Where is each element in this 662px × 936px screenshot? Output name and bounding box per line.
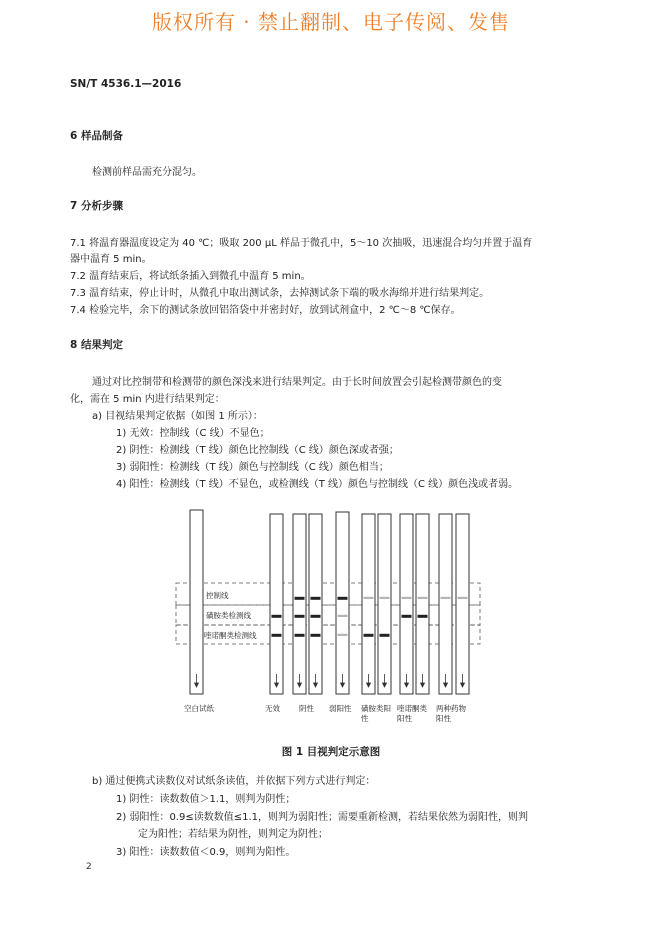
figure-1-strip-diagram (168, 502, 488, 736)
step-7-3: 7.3 温育结束，停止计时，从微孔中取出测试条，去掉测试条下端的吸水海绵并进行结果判定。 (70, 288, 490, 299)
strip-band-both-positive-a-0 (441, 597, 451, 599)
test-strip-weak-positive (336, 512, 349, 694)
test-strip-negative-b (309, 514, 322, 694)
strip-band-negative-b-2 (311, 634, 321, 637)
strip-band-quinolone-positive-a-0 (402, 597, 412, 599)
strip-band-quinolone-positive-b-0 (418, 597, 428, 599)
both-positive-label-line-2: 阳性 (436, 714, 451, 723)
test-strip-both-positive-a (439, 514, 452, 694)
item-b-1: 1) 阴性：读数数值＞1.1，则判为阴性； (116, 794, 296, 805)
item-a-2: 2) 阴性：检测线（T 线）颜色比控制线（C 线）颜色深或者强； (116, 445, 399, 456)
section-6-heading: 6 样品制备 (70, 130, 123, 142)
both-positive-label-line-1: 两种药物 (436, 704, 466, 713)
strip-band-weak-positive-1 (338, 615, 348, 617)
test-strip-blank (190, 510, 203, 694)
strip-band-sulfa-positive-a-2 (364, 634, 374, 637)
weak-positive-strip-label: 弱阳性 (329, 704, 352, 713)
section-6-text: 检测前样品需充分混匀。 (92, 167, 202, 178)
step-7-1-line-2: 器中温育 5 min。 (70, 254, 152, 265)
item-a-1: 1) 无效：控制线（C 线）不显色； (116, 428, 270, 439)
strip-band-negative-a-0 (295, 597, 305, 600)
step-7-4: 7.4 检验完毕，余下的测试条放回铝箔袋中并密封好，放到试剂盒中，2 ℃～8 ℃保存。 (70, 305, 461, 316)
quinolone-positive-label-line-1: 喹诺酮类 (397, 704, 427, 713)
section-7-heading: 7 分析步骤 (70, 200, 123, 212)
quinolone-line-label: 喹诺酮类检测线 (204, 631, 257, 640)
strip-band-quinolone-positive-a-1 (402, 615, 412, 618)
test-strip-negative-a (293, 514, 306, 694)
strip-band-sulfa-positive-b-0 (380, 597, 390, 599)
section-8-intro-line-2: 化，需在 5 min 内进行结果判定： (70, 394, 225, 405)
copyright-banner: 版权所有 · 禁止翻制、电子传阅、发售 (151, 10, 511, 34)
strip-band-quinolone-positive-b-1 (418, 615, 428, 618)
test-strip-quinolone-positive-a (400, 514, 413, 694)
item-b-2-line-2: 定为阳性；若结果为阴性，则判定为阴性； (138, 829, 328, 840)
test-strip-invalid (270, 514, 283, 694)
test-strip-sulfa-positive-b (378, 514, 391, 694)
strip-band-weak-positive-0 (338, 597, 348, 600)
strip-band-negative-b-1 (311, 615, 321, 618)
strip-band-sulfa-positive-b-2 (380, 634, 390, 637)
item-a: a) 目视结果判定依据（如图 1 所示）： (92, 411, 263, 422)
strip-band-negative-a-1 (295, 615, 305, 618)
test-strip-quinolone-positive-b (416, 514, 429, 694)
negative-strip-label: 阴性 (299, 704, 314, 713)
test-strip-sulfa-positive-a (362, 514, 375, 694)
strip-band-invalid-1 (272, 615, 282, 618)
item-b-2-line-1: 2) 弱阳性：0.9≤读数数值≤1.1，则判为弱阳性；需要重新检测，若结果依然为弱阳性，则判 (116, 812, 529, 823)
item-b-3: 3) 阳性：读数数值＜0.9，则判为阳性。 (116, 847, 296, 858)
blank-strip-label: 空白试纸 (184, 704, 214, 713)
standard-number: SN/T 4536.1—2016 (70, 78, 182, 90)
test-strip-both-positive-b (456, 514, 469, 694)
control-line-label: 控制线 (206, 591, 229, 600)
strip-band-sulfa-positive-a-0 (364, 597, 374, 599)
strip-band-both-positive-b-0 (458, 597, 468, 599)
item-a-3: 3) 弱阳性：检测线（T 线）颜色与控制线（C 线）颜色相当； (116, 462, 389, 473)
invalid-strip-label: 无效 (265, 704, 280, 713)
strip-band-invalid-2 (272, 634, 282, 637)
item-a-4: 4) 阳性：检测线（T 线）不显色，或检测线（T 线）颜色与控制线（C 线）颜色浅或者弱。 (116, 479, 519, 490)
section-8-intro-line-1: 通过对比控制带和检测带的颜色深浅来进行结果判定。由于长时间放置会引起检测带颜色的变 (92, 377, 502, 388)
strip-band-weak-positive-2 (338, 634, 348, 636)
sulfa-line-label: 磺胺类检测线 (206, 611, 251, 620)
quinolone-positive-label-line-2: 阳性 (397, 714, 412, 723)
sulfa-positive-label-line-1: 磺胺类阳 (361, 704, 391, 713)
strip-band-negative-a-2 (295, 634, 305, 637)
section-8-heading: 8 结果判定 (70, 339, 123, 351)
step-7-2: 7.2 温育结束后，将试纸条插入到微孔中温育 5 min。 (70, 271, 311, 282)
sulfa-positive-label-line-2: 性 (361, 714, 369, 723)
strip-band-negative-b-0 (311, 597, 321, 600)
step-7-1-line-1: 7.1 将温育器温度设定为 40 ℃；吸取 200 μL 样品于微孔中，5～10 次抽吸，迅速混合均匀并置于温育 (70, 238, 533, 249)
item-b: b) 通过便携式读数仪对试纸条读值，并依据下列方式进行判定： (92, 776, 376, 787)
page-number: 2 (86, 862, 92, 872)
figure-1-caption: 图 1 目视判定示意图 (281, 746, 381, 758)
